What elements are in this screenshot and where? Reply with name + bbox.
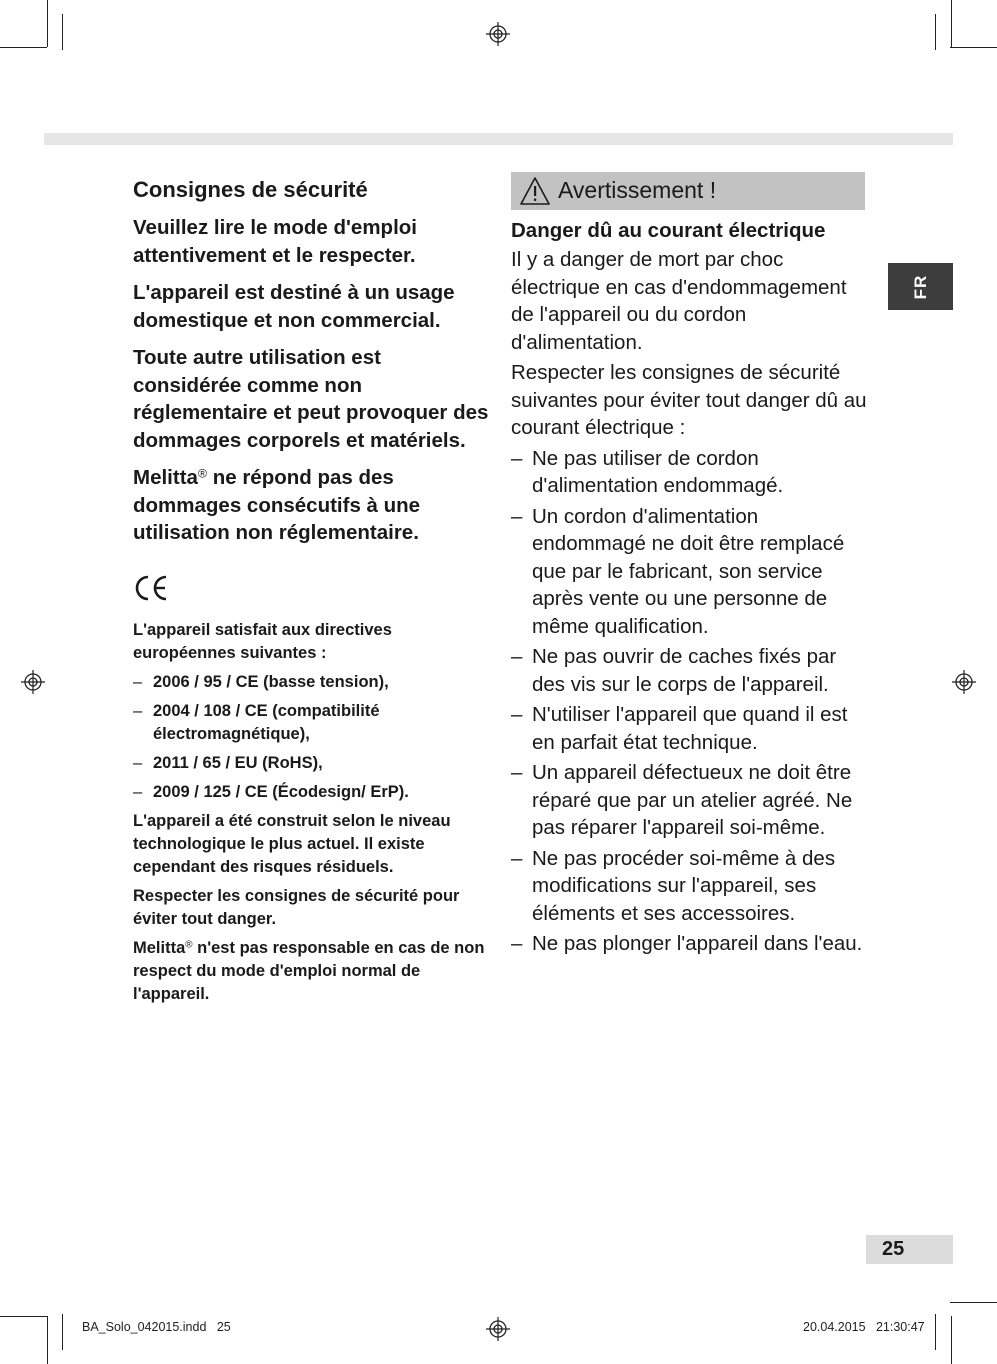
list-item: – Ne pas ouvrir de caches fixés par des vis sur le corps de l'appareil. [511,645,837,696]
warning-icon [519,176,551,206]
crop-mark [62,1314,63,1350]
crop-mark [0,1316,47,1317]
registered-mark: ® [197,466,207,481]
intro-paragraph: Veuillez lire le mode d'emploi attentivement et le respecter. [133,216,417,267]
safety-list [511,445,871,958]
list-item: – Un appareil défectueux ne doit être réparé que par un atelier agréé. Ne pas réparer l'appareil soi-même. [511,761,853,839]
ce-mark-icon [133,573,169,603]
language-tab [888,263,953,310]
intro-paragraph: Toute autre utilisation est considérée comme non réglementaire et peut provoquer des dommages corporels et matériels. [133,346,489,452]
crop-mark [950,1302,997,1303]
list-item: – N'utiliser l'appareil que quand il est en parfait état technique. [511,703,848,754]
crop-mark [47,1316,48,1364]
crop-mark [62,14,63,50]
header-bar [44,133,953,145]
intro-paragraph: L'appareil est destiné à un usage domestique et non commercial. [133,281,455,332]
language-tab-label: FR [910,274,930,299]
list-item: – Ne pas utiliser de cordon d'alimentation endommagé. [511,446,784,497]
directives-intro: L'appareil satisfait aux directives européennes suivantes : [133,620,392,662]
crop-mark [950,47,997,48]
crop-mark [951,1316,952,1364]
page-number: 25 [882,1238,905,1260]
danger-instructions: Respecter les consignes de sécurité suivantes pour éviter tout danger dû au courant électrique : [511,361,867,439]
melitta-liability-paragraph: Melitta® ne répond pas des dommages consécutifs à une utilisation non réglementaire. [133,466,421,544]
page-number-box [866,1235,953,1264]
list-item: – Ne pas plonger l'appareil dans l'eau. [511,932,863,955]
list-item: – 2009 / 125 / CE (Écodesign/ ErP). [133,782,409,801]
crop-mark [47,0,48,47]
crop-mark [935,14,936,50]
brand-name: Melitta [133,466,198,489]
melitta-note: Melitta® n'est pas responsable en cas de non respect du mode d'emploi normal de l'appareil. [133,938,485,1003]
respect-note: Respecter les consignes de sécurité pour éviter tout danger. [133,886,460,928]
built-note: L'appareil a été construit selon le niveau technologique le plus actuel. Il existe cependant des risques résiduels. [133,811,451,876]
crop-mark [935,1314,936,1350]
danger-heading: Danger dû au courant électrique [511,219,826,242]
footer-datetime: 20.04.2015 21:30:47 [803,1320,925,1334]
list-item: – 2004 / 108 / CE (compatibilité électromagnétique), [133,701,380,743]
list-item: – 2011 / 65 / EU (RoHS), [133,753,323,772]
list-item: – Ne pas procéder soi-même à des modifications sur l'appareil, ses éléments et ses accessoires. [511,846,836,925]
list-item: – 2006 / 95 / CE (basse tension), [133,672,389,691]
safety-title: Consignes de sécurité [133,177,368,202]
warning-title: Avertissement ! [558,177,717,203]
danger-intro: Il y a danger de mort par choc électrique en cas d'endommagement de l'appareil ou du cordon d'alimentation. [511,248,847,354]
footer-filename: BA_Solo_042015.indd 25 [82,1320,231,1334]
registration-mark-icon [486,22,510,46]
warning-header [511,172,865,212]
ce-mark [133,573,493,605]
crop-mark [951,0,952,47]
left-column [133,176,493,1012]
crop-mark [0,47,47,48]
directives-list [133,671,493,804]
registration-mark-icon [486,1317,510,1341]
registration-mark-icon [952,670,976,694]
list-item: – Un cordon d'alimentation endommagé ne doit être remplacé que par le fabricant, son service après vente ou une personne de même qualification. [511,504,845,638]
right-column [511,217,871,961]
registration-mark-icon [21,670,45,694]
